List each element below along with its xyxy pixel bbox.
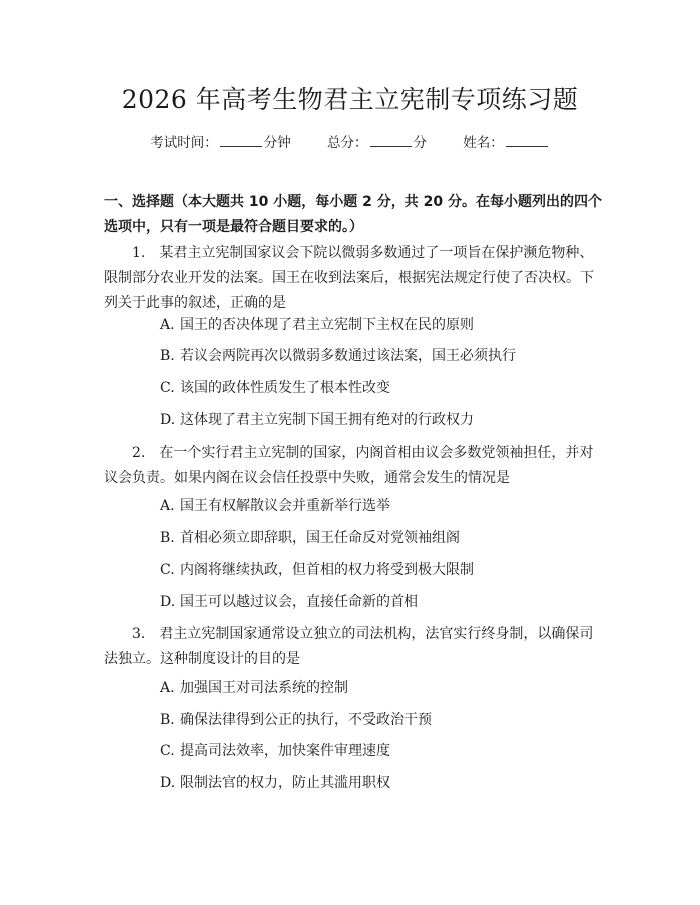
option-text: 确保法律得到公正的执行，不受政治干预 [180, 712, 432, 728]
option-text: 该国的政体性质发生了根本性改变 [180, 380, 390, 396]
option-text: 若议会两院再次以微弱多数通过该法案，国王必须执行 [180, 348, 516, 364]
option-letter: A. [160, 498, 175, 514]
option-letter: C. [160, 380, 175, 396]
option-text: 国王可以越过议会，直接任命新的首相 [180, 594, 418, 610]
option-text: 首相必须立即辞职，国王任命反对党领袖组阁 [180, 530, 460, 546]
question-2-option-b[interactable] [160, 528, 600, 548]
option-text: 国王有权解散议会并重新举行选举 [180, 498, 390, 514]
time-field [150, 135, 291, 151]
section-heading: 一、选择题（本大题共 10 小题，每小题 2 分，共 20 分。在每小题列出的四个选项中，只有一项是最符合题目要求的。） [104, 194, 602, 235]
question-2-option-c[interactable] [160, 560, 600, 580]
question-3-option-d[interactable] [160, 773, 600, 793]
exam-meta-line [0, 131, 700, 151]
question-2-stem: 2. 在一个实行君主立宪制的国家，内阁首相由议会多数党领袖担任，并对议会负责。如果内阁在议会信任投票中失败，通常会发生的情况是 [104, 445, 594, 486]
option-text: 国王的否决体现了君主立宪制下主权在民的原则 [180, 317, 474, 333]
option-text: 提高司法效率，加快案件审理速度 [180, 743, 390, 759]
option-letter: B. [160, 530, 175, 546]
option-letter: A. [160, 317, 175, 333]
name-label: 姓名： [463, 135, 504, 151]
page-title: 2026 年高考生物君主立宪制专项练习题 [121, 85, 579, 114]
option-letter: C. [160, 562, 175, 578]
time-label: 考试时间： [150, 135, 218, 151]
question-2-option-a[interactable] [160, 496, 600, 516]
name-field [463, 135, 550, 151]
score-field [327, 135, 427, 151]
option-letter: D. [160, 594, 176, 610]
question-1-stem: 1. 某君主立宪制国家议会下院以微弱多数通过了一项旨在保护濒危物种、限制部分农业开发的法案。国王在收到法案后，根据宪法规定行使了否决权。下列关于此事的叙述，正确的是 [104, 245, 594, 311]
option-text: 加强国王对司法系统的控制 [180, 680, 348, 696]
score-unit: 分 [413, 135, 427, 151]
question-3-stem: 3. 君主立宪制国家通常设立独立的司法机构，法官实行终身制，以确保司法独立。这种制度设计的目的是 [104, 626, 594, 667]
score-label: 总分： [327, 135, 368, 151]
option-letter: B. [160, 348, 175, 364]
option-text: 内阁将继续执政，但首相的权力将受到极大限制 [180, 562, 474, 578]
question-1-option-b[interactable] [160, 346, 600, 366]
option-text: 这体现了君主立宪制下国王拥有绝对的行政权力 [180, 412, 474, 428]
option-letter: A. [160, 680, 175, 696]
time-unit: 分钟 [263, 135, 291, 151]
option-letter: D. [160, 775, 176, 791]
question-2-option-d[interactable] [160, 592, 600, 612]
option-letter: D. [160, 412, 176, 428]
option-letter: C. [160, 743, 175, 759]
score-blank[interactable] [370, 134, 412, 147]
option-letter: B. [160, 712, 175, 728]
question-1-option-d[interactable] [160, 410, 600, 430]
question-1-option-c[interactable] [160, 378, 600, 398]
option-text: 限制法官的权力，防止其滥用职权 [180, 775, 390, 791]
question-3-option-a[interactable] [160, 678, 600, 698]
question-3-option-c[interactable] [160, 741, 600, 761]
question-3-option-b[interactable] [160, 710, 600, 730]
time-blank[interactable] [220, 134, 262, 147]
name-blank[interactable] [506, 134, 548, 147]
question-1-option-a[interactable] [160, 315, 600, 335]
